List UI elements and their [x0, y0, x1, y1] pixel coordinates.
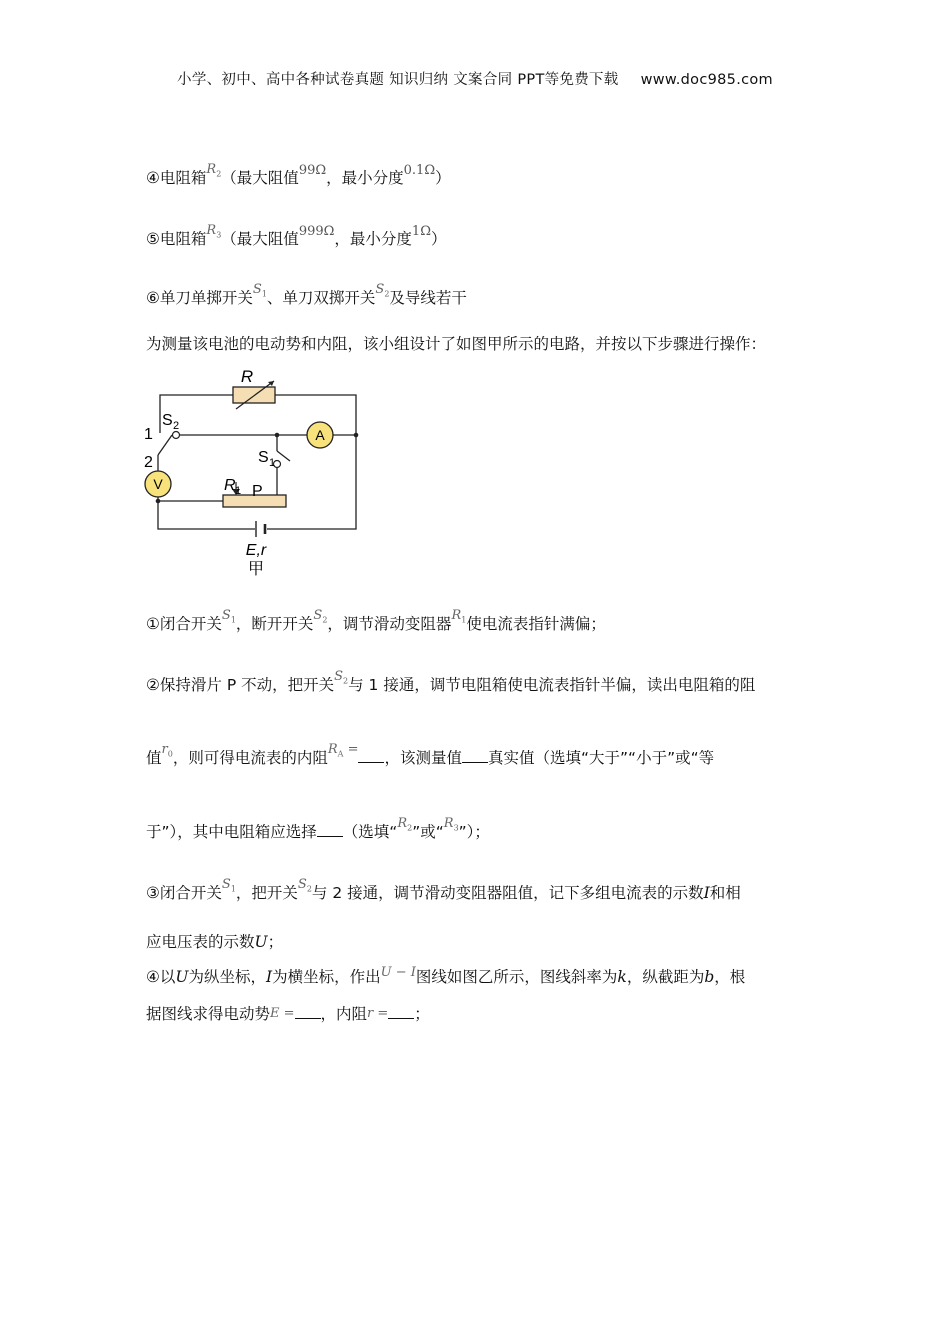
- circuit-diagram: [140, 363, 380, 583]
- r3-symbol: R3: [206, 223, 222, 240]
- answer-blank-e[interactable]: [295, 1004, 321, 1019]
- svg-text:S: S: [162, 412, 173, 429]
- answer-blank-compare[interactable]: [462, 748, 488, 763]
- svg-text:1: 1: [235, 485, 242, 497]
- intro-text: 为测量该电池的电动势和内阻，该小组设计了如图甲所示的电路，并按以下步骤进行操作：: [146, 335, 767, 353]
- step-4-line-2: 据图线求得电动势E = ，内阻r = ；: [146, 1005, 430, 1023]
- answer-blank-ra[interactable]: [358, 748, 384, 763]
- answer-blank-r[interactable]: [388, 1004, 414, 1019]
- svg-text:甲: 甲: [247, 561, 265, 578]
- svg-text:E,r: E,r: [245, 542, 267, 559]
- s2-symbol: S2: [375, 282, 390, 299]
- svg-text:R: R: [224, 477, 236, 494]
- svg-text:1: 1: [144, 426, 153, 443]
- step-2-line-2: 值$^{r_0}$，则可得电流表的内阻$^{R_A =}$ ，该测量值 真实值（选填“大于”“小于”或“等: [146, 742, 715, 767]
- svg-text:R: R: [240, 367, 254, 386]
- svg-text:2: 2: [144, 454, 153, 471]
- item-6: ⑥单刀单掷开关$^{S_1}$、单刀双掷开关$^{S_2}$及导线若干: [146, 282, 467, 307]
- svg-text:P: P: [252, 483, 263, 500]
- page-header: [0, 68, 950, 89]
- step-3-line-1: ③闭合开关$^{S_1}$，把开关$^{S_2}$与 2 接通，调节滑动变阻器阻值，记下多组电流表的示数I和相: [146, 877, 741, 902]
- svg-text:2: 2: [173, 420, 180, 432]
- r2-symbol: R2: [206, 162, 222, 179]
- answer-blank-box[interactable]: [317, 822, 343, 837]
- step-1: ①闭合开关$^{S_1}$，断开开关$^{S_2}$，调节滑动变阻器$^{R_1}$使电流表指针满偏；: [146, 608, 606, 633]
- item-5: ⑤电阻箱$^{R_3}$（最大阻值$^{999\Omega}$，最小分度$^{1\Omega}$）: [146, 223, 447, 248]
- step-2-line-3: 于”），其中电阻箱应选择 （选填“$^{R_2}$”或“$^{R_3}$”）；: [146, 816, 490, 841]
- header-text: 小学、初中、高中各种试卷真题 知识归纳 文案合同 PPT等免费下载: [177, 72, 619, 88]
- step-3-line-2: 应电压表的示数U；: [146, 933, 284, 951]
- item-4: ④电阻箱$^{R_2}$（最大阻值$^{99\Omega}$，最小分度$^{0.1\Omega}$）: [146, 162, 451, 187]
- svg-text:1: 1: [269, 457, 276, 469]
- step-2-line-1: ②保持滑片 P 不动，把开关$^{S_2}$与 1 接通，调节电阻箱使电流表指针半偏，读出电阻箱的阻: [146, 669, 756, 694]
- s1-symbol: S1: [252, 282, 267, 299]
- svg-text:S: S: [258, 449, 269, 466]
- svg-text:A: A: [315, 427, 325, 443]
- header-url[interactable]: www.doc985.com: [640, 72, 773, 88]
- step-4-line-1: ④以U为纵坐标，I为横坐标，作出$^{U - I}$图线如图乙所示，图线斜率为k，纵截距为b，根: [146, 965, 746, 986]
- svg-text:V: V: [153, 476, 163, 492]
